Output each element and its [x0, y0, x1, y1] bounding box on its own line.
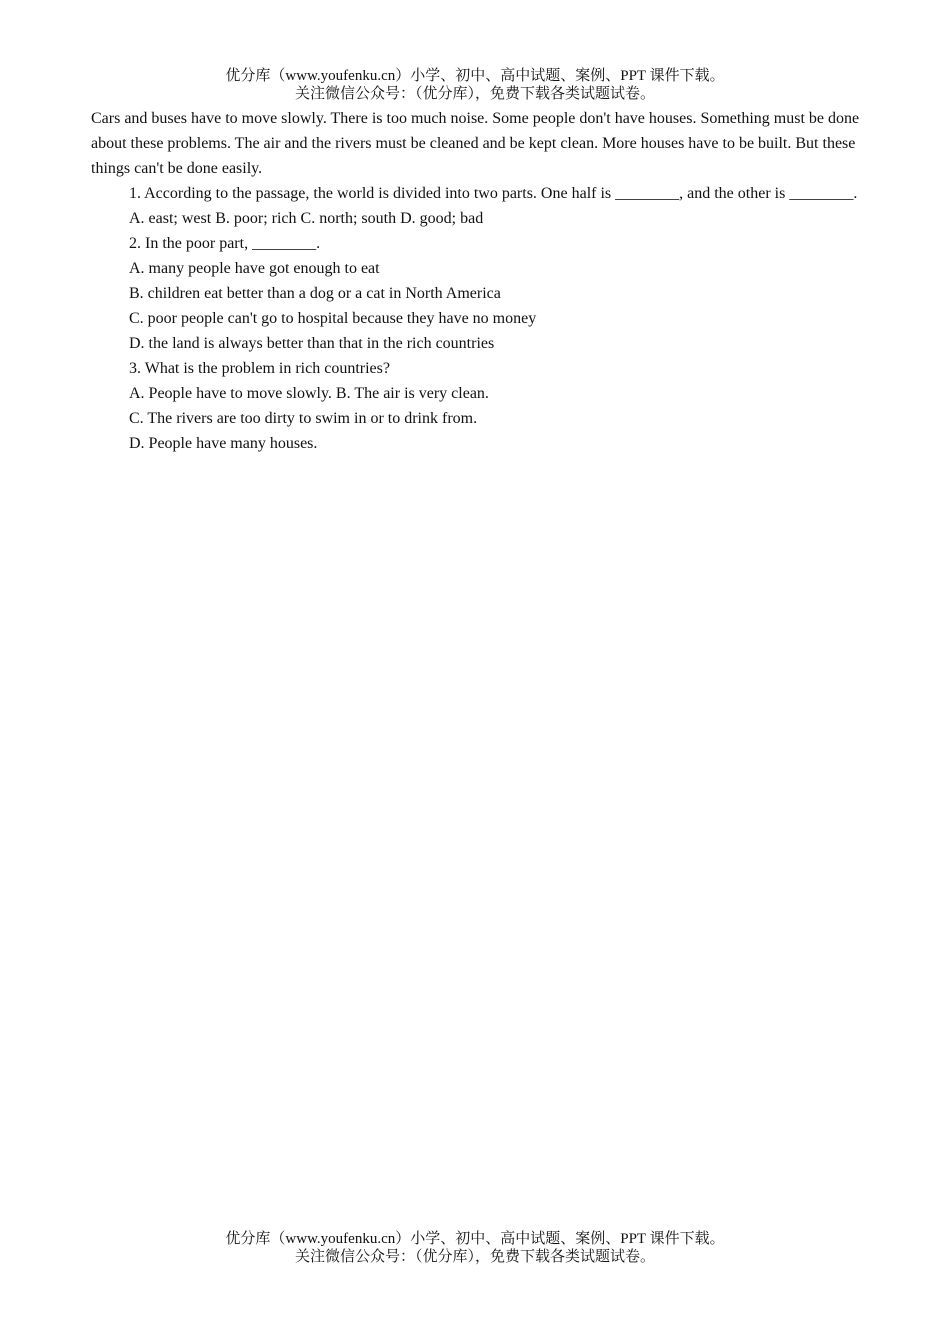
question-1-options: A. east; west B. poor; rich C. north; south D. good; bad — [129, 210, 484, 227]
question-3-option-d: D. People have many houses. — [129, 435, 318, 452]
footer-line-1: 优分库（www.youfenku.cn）小学、初中、高中试题、案例、PPT 课件下载。 — [225, 1231, 725, 1247]
footer-line-2: 关注微信公众号：（优分库），免费下载各类试题试卷。 — [294, 1249, 655, 1265]
document-body — [91, 106, 863, 456]
page-header — [0, 67, 950, 103]
question-2-option-c: C. poor people can't go to hospital because they have no money — [129, 310, 537, 327]
question-3-option-c: C. The rivers are too dirty to swim in or to drink from. — [129, 410, 478, 427]
question-3-options-ab: A. People have to move slowly. B. The air is very clean. — [129, 385, 489, 402]
page-footer — [0, 1230, 950, 1266]
question-3-stem: 3. What is the problem in rich countries? — [129, 360, 390, 377]
header-line-1: 优分库（www.youfenku.cn）小学、初中、高中试题、案例、PPT 课件下载。 — [225, 68, 725, 84]
question-1-stem: 1. According to the passage, the world is divided into two parts. One half is ________, and the other is ________. — [129, 185, 858, 202]
question-2-option-a: A. many people have got enough to eat — [129, 260, 380, 277]
passage-text: Cars and buses have to move slowly. There is too much noise. Some people don't have houses. Something must be done about these problems. The air and the rivers must be cleaned and be kept clean. More houses have to be built. But these things can't be done easily. — [91, 110, 860, 177]
question-2-option-d: D. the land is always better than that in the rich countries — [129, 335, 495, 352]
question-2-stem: 2. In the poor part, ________. — [129, 235, 321, 252]
header-line-2: 关注微信公众号：（优分库），免费下载各类试题试卷。 — [294, 86, 655, 102]
question-2-option-b: B. children eat better than a dog or a cat in North America — [129, 285, 501, 302]
